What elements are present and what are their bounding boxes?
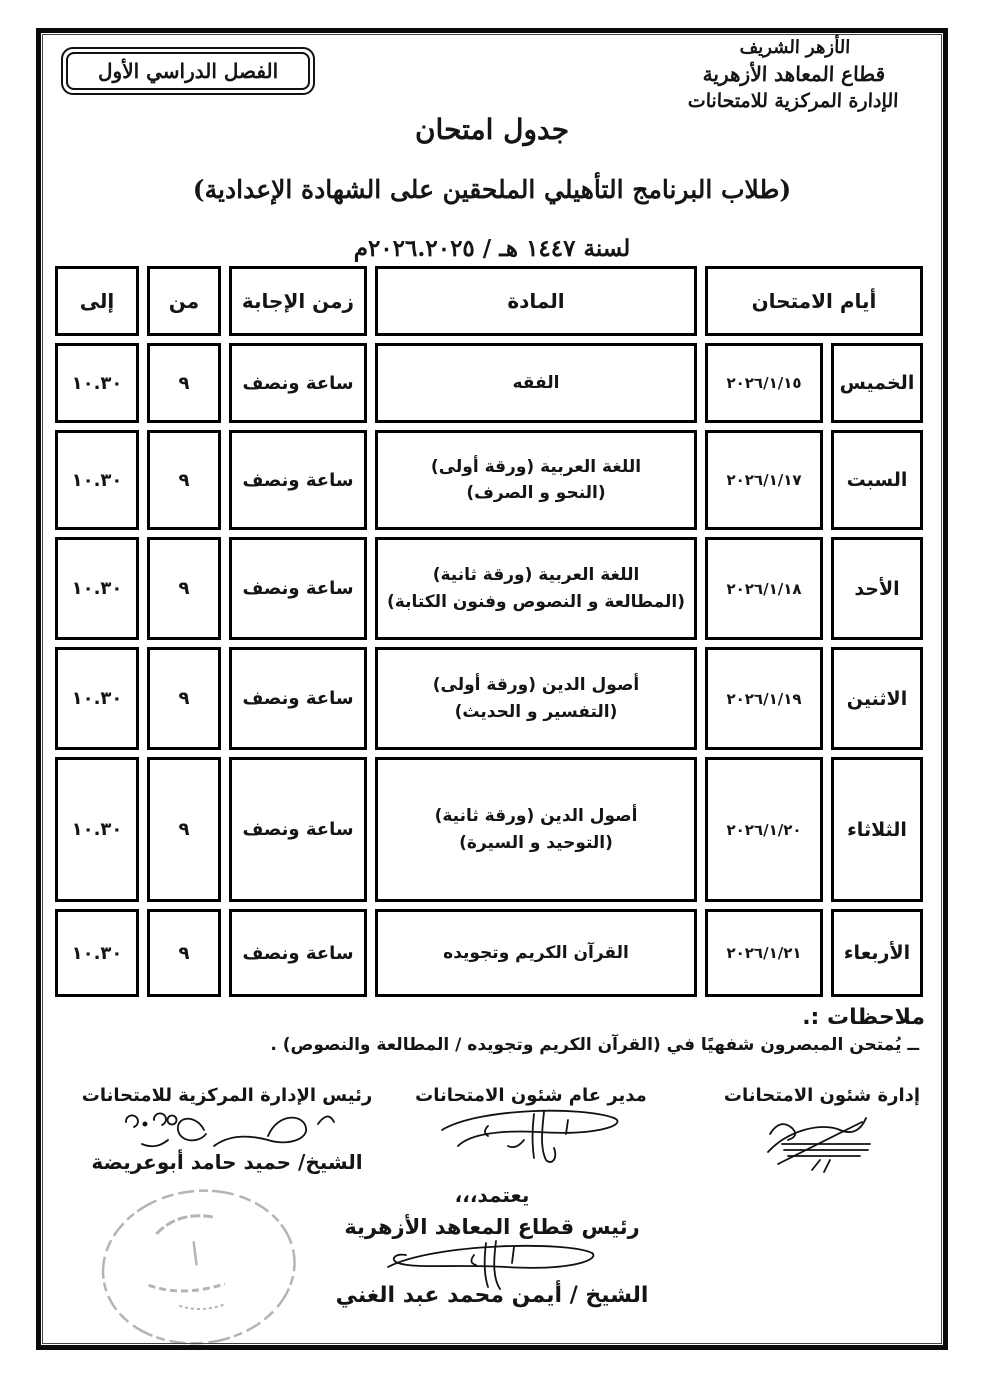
organization-line-2: قطاع المعاهد الأزهرية	[702, 62, 886, 86]
table-cell-date: ٢٠٢٦/١/٢١	[705, 909, 823, 997]
central-admin-head-title: رئيس الإدارة المركزية للامتحانات	[81, 1085, 373, 1106]
table-cell-subject	[375, 430, 697, 530]
director-general-signature-scribble	[426, 1102, 636, 1178]
signature-block-central-admin-head	[47, 1085, 407, 1174]
table-row	[55, 430, 923, 530]
page-title: جدول امتحان	[414, 113, 569, 146]
header-subject: المادة	[375, 266, 697, 336]
table-row	[55, 647, 923, 750]
table-cell-day: الأربعاء	[831, 909, 923, 997]
subject-line-2: (التفسير و الحديث)	[454, 701, 618, 722]
notes-item: ــ يُمتحن المبصرون شفهيًا في (القرآن الكريم وتجويده / المطالعة والنصوص) .	[270, 1035, 919, 1055]
table-cell-duration: ساعة ونصف	[229, 909, 367, 997]
table-cell-from: ٩	[147, 430, 221, 530]
table-cell-day: السبت	[831, 430, 923, 530]
table-cell-duration: ساعة ونصف	[229, 430, 367, 530]
table-cell-date: ٢٠٢٦/١/١٨	[705, 537, 823, 640]
page-border-frame	[36, 28, 948, 1350]
table-cell-date: ٢٠٢٦/١/١٥	[705, 343, 823, 423]
table-cell-to: ١٠.٣٠	[55, 909, 139, 997]
academic-year-line: لسنة ١٤٤٧ هـ / ٢٠٢٦.٢٠٢٥م	[353, 235, 631, 262]
table-cell-to: ١٠.٣٠	[55, 647, 139, 750]
header-from: من	[147, 266, 221, 336]
table-cell-date: ٢٠٢٦/١/١٩	[705, 647, 823, 750]
table-cell-subject	[375, 757, 697, 902]
table-cell-duration: ساعة ونصف	[229, 757, 367, 902]
organization-line-1: الأزهر الشريف	[739, 37, 851, 58]
table-cell-subject	[375, 647, 697, 750]
table-header-row	[55, 266, 923, 336]
table-cell-from: ٩	[147, 647, 221, 750]
header-duration: زمن الإجابة	[229, 266, 367, 336]
exams-affairs-title: إدارة شئون الامتحانات	[723, 1085, 921, 1106]
director-general-title: مدير عام شئون الامتحانات	[415, 1085, 647, 1106]
table-cell-subject	[375, 537, 697, 640]
approval-section	[267, 1183, 717, 1308]
subject-line-1: القرآن الكريم وتجويده	[443, 942, 629, 963]
table-cell-duration: ساعة ونصف	[229, 537, 367, 640]
table-row	[55, 757, 923, 902]
organization-line-3: الإدارة المركزية للامتحانات	[687, 90, 899, 112]
sector-head-name: الشيخ / أيمن محمد عبد الغني	[335, 1283, 649, 1308]
table-cell-duration: ساعة ونصف	[229, 647, 367, 750]
table-row	[55, 343, 923, 423]
subject-line-1: الفقه	[512, 372, 560, 393]
exam-schedule-table	[47, 259, 931, 1004]
table-cell-day: الثلاثاء	[831, 757, 923, 902]
table-cell-date: ٢٠٢٦/١/٢٠	[705, 757, 823, 902]
table-cell-from: ٩	[147, 909, 221, 997]
header-exam-days: أيام الامتحان	[705, 266, 923, 336]
signature-block-exams-affairs	[707, 1085, 937, 1180]
table-cell-to: ١٠.٣٠	[55, 757, 139, 902]
table-cell-duration: ساعة ونصف	[229, 343, 367, 423]
subject-line-2: (النحو و الصرف)	[466, 483, 606, 503]
semester-badge	[61, 47, 315, 95]
table-cell-day: الخميس	[831, 343, 923, 423]
table-row	[55, 537, 923, 640]
table-cell-to: ١٠.٣٠	[55, 343, 139, 423]
table-cell-date: ٢٠٢٦/١/١٧	[705, 430, 823, 530]
subject-line-2: (التوحيد و السيرة)	[459, 832, 613, 853]
table-cell-from: ٩	[147, 537, 221, 640]
notes-heading: ملاحظات :.	[802, 1005, 925, 1030]
table-cell-subject	[375, 909, 697, 997]
table-cell-to: ١٠.٣٠	[55, 537, 139, 640]
signature-block-director-general	[381, 1085, 681, 1178]
page-subtitle: (طلاب البرنامج التأهيلي الملحقين على الشهادة الإعدادية)	[192, 175, 792, 204]
table-cell-from: ٩	[147, 343, 221, 423]
table-cell-subject	[375, 343, 697, 423]
notes-section	[59, 1005, 925, 1055]
subject-line-1: أصول الدين (ورقة ثانية)	[434, 806, 638, 827]
semester-badge-label: الفصل الدراسي الأول	[66, 52, 310, 90]
table-cell-day: الأحد	[831, 537, 923, 640]
subject-line-1: اللغة العربية (ورقة أولى)	[430, 456, 642, 477]
table-cell-to: ١٠.٣٠	[55, 430, 139, 530]
official-round-stamp	[79, 1170, 318, 1368]
exams-affairs-signature-scribble	[742, 1102, 902, 1180]
table-cell-from: ٩	[147, 757, 221, 902]
subject-line-1: أصول الدين (ورقة أولى)	[432, 675, 640, 696]
approval-word: يعتمد،،،	[454, 1183, 530, 1207]
header-to: إلى	[55, 266, 139, 336]
table-cell-day: الاثنين	[831, 647, 923, 750]
sector-head-title: رئيس قطاع المعاهد الأزهرية	[344, 1215, 640, 1239]
subject-line-1: اللغة العربية (ورقة ثانية)	[432, 565, 640, 586]
exam-table-body	[55, 343, 923, 997]
central-admin-head-name: الشيخ/ حميد حامد أبوعريضة	[91, 1150, 363, 1174]
table-row	[55, 909, 923, 997]
organization-header	[658, 37, 931, 112]
subject-line-2: (المطالعة و النصوص وفنون الكتابة)	[387, 591, 685, 612]
